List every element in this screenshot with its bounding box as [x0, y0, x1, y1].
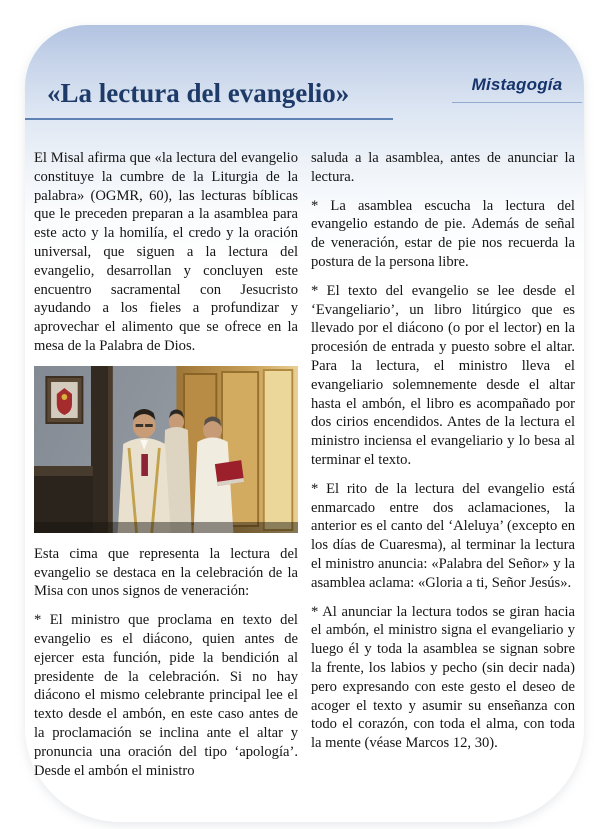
paragraph: El Misal afirma que «la lectura del evangelio constituye la cumbre de la Liturgia de la palabra» (OGMR, 60), las lecturas bíblicas que le preceden preparan a la asamblea para este acto y la homilía, el credo y la oración universal, que siguen a la lectura del evangelio, desarrollan y concluyen este encuentro sacramental con Jesucristo ayudando a los fieles a profundizar y aprovechar el alimento que se ofrece en la mesa de la Palabra de Dios. — [34, 150, 298, 354]
right-column — [311, 149, 575, 796]
liturgy-photo-graphic — [34, 366, 298, 533]
paragraph: * El ministro que proclama en texto del evangelio es el diácono, quien antes de ejercer esta función, pide la bendición al presidente de la celebración. Si no hay diácono el mismo celebrante principal lee el texto desde el ambón, en este caso antes de la proclamación se inclina ante el altar y pronuncia una oración del tipo ‘apología’. Desde el ambón el ministro — [34, 612, 298, 779]
paragraph: saluda a la asamblea, antes de anunciar la lectura. — [311, 150, 575, 185]
title-block — [25, 79, 393, 120]
paragraph: Esta cima que representa la lectura del evangelio se destaca en la celebración de la Misa con unos signos de veneración: — [34, 545, 298, 600]
left-column — [34, 149, 298, 796]
paragraph: * La asamblea escucha la lectura del evangelio estando de pie. Además de señal de veneración, estar de pie nos recuerda la postura de la persona libre. — [311, 197, 575, 270]
paragraph: * El rito de la lectura del evangelio está enmarcado entre dos aclamaciones, la anterior es el canto del ‘Aleluya’ (excepto en los días de Cuaresma), al terminar la lectura el ministro anuncia: «Palabra del Señor» y la asamblea aclama: «Gloria a ti, Señor Jesús». — [311, 480, 575, 591]
section-masthead — [452, 75, 582, 103]
paragraph: * Al anunciar la lectura todos se giran hacia el ambón, el ministro signa el evangeliario y luego él y toda la asamblea se signan sobre la frente, los labios y pecho (sin decir nada) pero expresando con este gesto el deseo de acoger el texto y asumir su enseñanza con todo el corazón, con toda el alma, con toda la mente (véase Marcos 12, 30). — [311, 603, 575, 752]
newsletter-page-card — [25, 25, 584, 822]
liturgy-photo — [34, 366, 298, 533]
page-title: «La lectura del evangelio» — [47, 78, 350, 108]
article-body — [34, 149, 575, 796]
masthead-label: Mistagogía — [452, 75, 582, 103]
paragraph: * El texto del evangelio se lee desde el ‘Evangeliario’, un libro litúrgico que es llevado por el diácono (o por el lector) en la procesión de entrada y puesto sobre el altar. Para la lectura, el ministro lleva el evangeliario solemnemente desde el altar hasta el ambón, el libro es acompañado por dos cirios encendidos. Antes de la lectura el ministro inciensa el evangeliario y lo besa al terminar el texto. — [311, 282, 575, 468]
